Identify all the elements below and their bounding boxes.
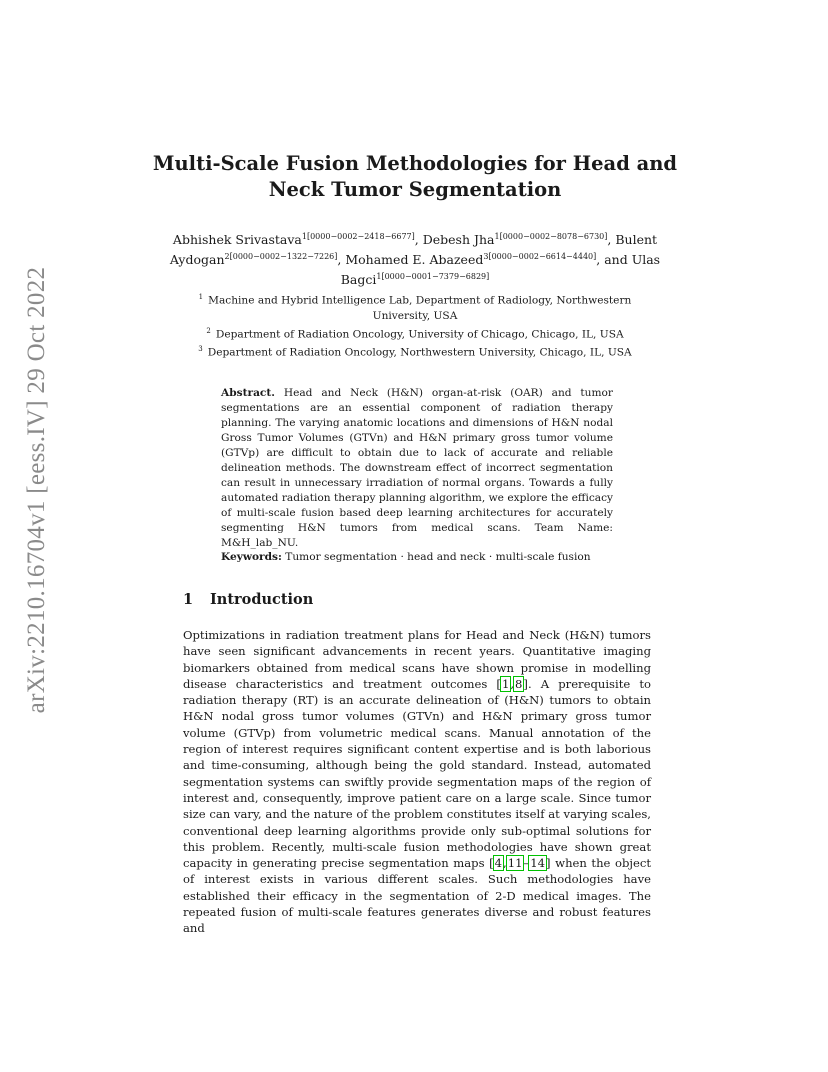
- keywords-label: Keywords:: [221, 551, 282, 563]
- author-orcid: 1[0000−0001−7379−6829]: [376, 272, 490, 282]
- affiliation: $^2$ Department of Radiation Oncology, University of Chicago, Chicago, IL, USA: [206, 326, 624, 341]
- arxiv-identifier-text: arXiv:2210.16704v1 [eess.IV] 29 Oct 2022: [23, 266, 50, 714]
- author-orcid: 2[0000−0002−1322−7226]: [224, 252, 338, 262]
- citation-link[interactable]: 11: [507, 856, 523, 871]
- keywords: [221, 550, 613, 565]
- citation-link[interactable]: 4: [494, 856, 503, 871]
- abstract-label: Abstract.: [221, 387, 275, 399]
- affiliation: $^3$ Department of Radiation Oncology, Northwestern University, Chicago, IL, USA: [198, 345, 632, 359]
- author-list: Abhishek Srivastava$^{1[0000-0002-2418-6677]}$, Debesh Jha$^{1[0000-0002-8078-6730]}$, Bulent Aydogan$^{2[0000-0002-1322-7226]}$, Mohamed E. Abazeed$^{3[0000-0002-6614-4440]}$, and Ulas Bagci$^{1[0000-0001-7379-6829]}$: [169, 232, 661, 288]
- abstract: [221, 386, 613, 551]
- abstract-text: Head and Neck (H&N) organ-at-risk (OAR) and tumor segmentations are an essential component of radiation therapy planning. The varying anatomic locations and dimensions of H&N nodal Gross Tumor Volumes (GTVn) and H&N primary gross tumor volume (GTVp) are difficult to obtain due to lack of accurate and reliable delineation methods. The downstream effect of incorrect segmentation can result in unnecessary irradiation of normal organs. Towards a fully automated radiation therapy planning algorithm, we explore the efficacy of multi-scale fusion based deep learning architectures for accurately segmenting H&N tumors from medical scans. Team Name: M&H_lab_NU.: [221, 387, 613, 549]
- author-name: Abhishek Srivastava: [172, 232, 302, 248]
- introduction-paragraph: Optimizations in radiation treatment plans for Head and Neck (H&N) tumors have seen significant advancements in recent years. Quantitative imaging biomarkers obtained from medical scans have shown promise in modelling disease characteristics and treatment outcomes [1,8]. A prerequisite to radiation therapy (RT) is an accurate delineation of (H&N) tumors to obtain H&N nodal gross tumor volumes (GTVn) and H&N primary gross tumor volume (GTVp) from volumetric medical scans. Manual annotation of the region of interest requires significant content expertise and is both laborious and time-consuming, although being the gold standard. Instead, automated segmentation systems can swiftly provide segmentation maps of the region of interest and, consequently, improve patient care on a large scale. Since tumor size can vary, and the nature of the problem constitutes itself at varying scales, conventional deep learning algorithms provide only sub-optimal solutions for this problem. Recently, multi-scale fusion methodologies have shown great capacity in generating precise segmentation maps [4,11–14] when the object of interest exists in various different scales. Such methodologies have established their efficacy in the segmentation of 2-D medical images. The repeated fusion of multi-scale features generates diverse and robust features and: [183, 628, 651, 936]
- author-orcid: 1[0000−0002−2418−6677]: [301, 232, 415, 241]
- section-number: 1: [183, 591, 194, 608]
- section-title: Introduction: [210, 591, 314, 608]
- paper-title: Multi-Scale Fusion Methodologies for Head and Neck Tumor Segmentation: [152, 152, 678, 201]
- arxiv-identifier: [12, 266, 62, 714]
- author-name: Ulas Bagci: [340, 252, 661, 288]
- citation-link[interactable]: 14: [530, 856, 546, 871]
- author-orcid: 3[0000−0002−6614−4440]: [483, 252, 597, 262]
- author-name: Mohamed E. Abazeed: [345, 252, 484, 268]
- author-name: Bulent Aydogan: [169, 232, 658, 268]
- affiliation: $^1$ Machine and Hybrid Intelligence Lab, Department of Radiology, Northwestern University, USA: [198, 293, 632, 322]
- citation-link[interactable]: 8: [515, 676, 523, 691]
- author-name: Debesh Jha: [422, 232, 495, 248]
- author-orcid: 1[0000−0002−8078−6730]: [494, 232, 608, 241]
- citation-link[interactable]: 1: [501, 676, 510, 691]
- section-heading: [183, 591, 313, 608]
- keywords-text: Tumor segmentation · head and neck · multi-scale fusion: [285, 551, 591, 563]
- affiliation-list: [170, 290, 660, 361]
